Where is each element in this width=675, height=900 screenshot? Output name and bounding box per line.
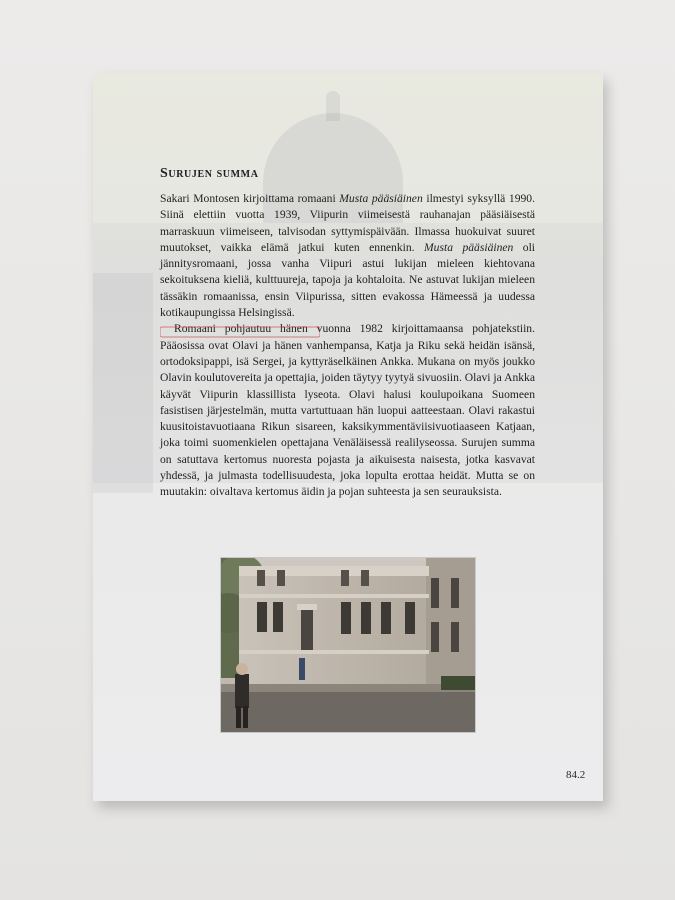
page-code: 84.2 [566,769,586,781]
cover-photo-building [221,558,475,732]
ghost-building-left [93,273,153,493]
blurb-paragraph-1: Sakari Montosen kirjoittama romaani Musta pääsiäinen ilmestyi syksyllä 1990. Siinä elettiin vuotta 1939, Viipurin viimeisestä rauhanajan pääsiäisestä marraskuun viimeiseen, talvisodan syttymispäivään. Ilmassa huokuivat suuret muutokset, vaikka elämä jatkui kuten ennenkin. Musta pääsiäinen oli jännitysromaani, jossa vanha Viipuri astui lukijan mieleen kiehtovana sekoituksena kieliä, kulttuureja, tapoja ja kohtaloita. Ne astuvat lukijan mieleen tässäkin romaanissa, ensin Viipurissa, sitten evakossa Hämeessä ja uudessa kotikaupungissa Helsingissä. [160,192,536,320]
watermark-mark [160,324,320,340]
blurb-text [160,191,535,501]
ghost-cathedral-spire [326,91,340,121]
store-watermark-logo [160,324,320,344]
blurb-paragraph-2: Romaani pohjautuu hänen vuonna 1982 kirjoittamaansa pohjatekstiin. Pääosissa ovat Olavi ja hänen vanhempansa, Katja ja Riku sekä heidän isänsä, ortodoksipappi, isä Sergei, ja kyttyräselkäinen Ankka. Mukana on myös joukko Olavin koulutovereita ja opettajia, joiden täytyy tyytyä sivuosiin. Olavi ja Ankka käyvät Viipurin klassillista lyseota. Olavi halusi koulupoikana Suomeen fasistisen järjestelmän, mutta vartuttuaan hän luopui aatteestaan. Olavi rakastui kuusitoistavuotiaana Rikun sisareen, kaksikymmentäviisivuotiaaseen Katjaan, joka toimi suomenkielen opettajana Venäläisessä realilyseossa. Surujen summa on satuttava kertomus nuoresta pojasta ja aikuisesta naisesta, jotka kasvavat yhdessä, ja julmasta todellisuudesta, joka lopulta erottaa heidät. Mutta se on muutakin: oivaltava kertomus äidin ja pojan suhteesta ja sen seurauksista. [160,322,535,499]
book-back-cover [93,73,603,801]
building-photo-illustration [221,558,475,732]
book-title: Surujen summa [160,166,259,181]
